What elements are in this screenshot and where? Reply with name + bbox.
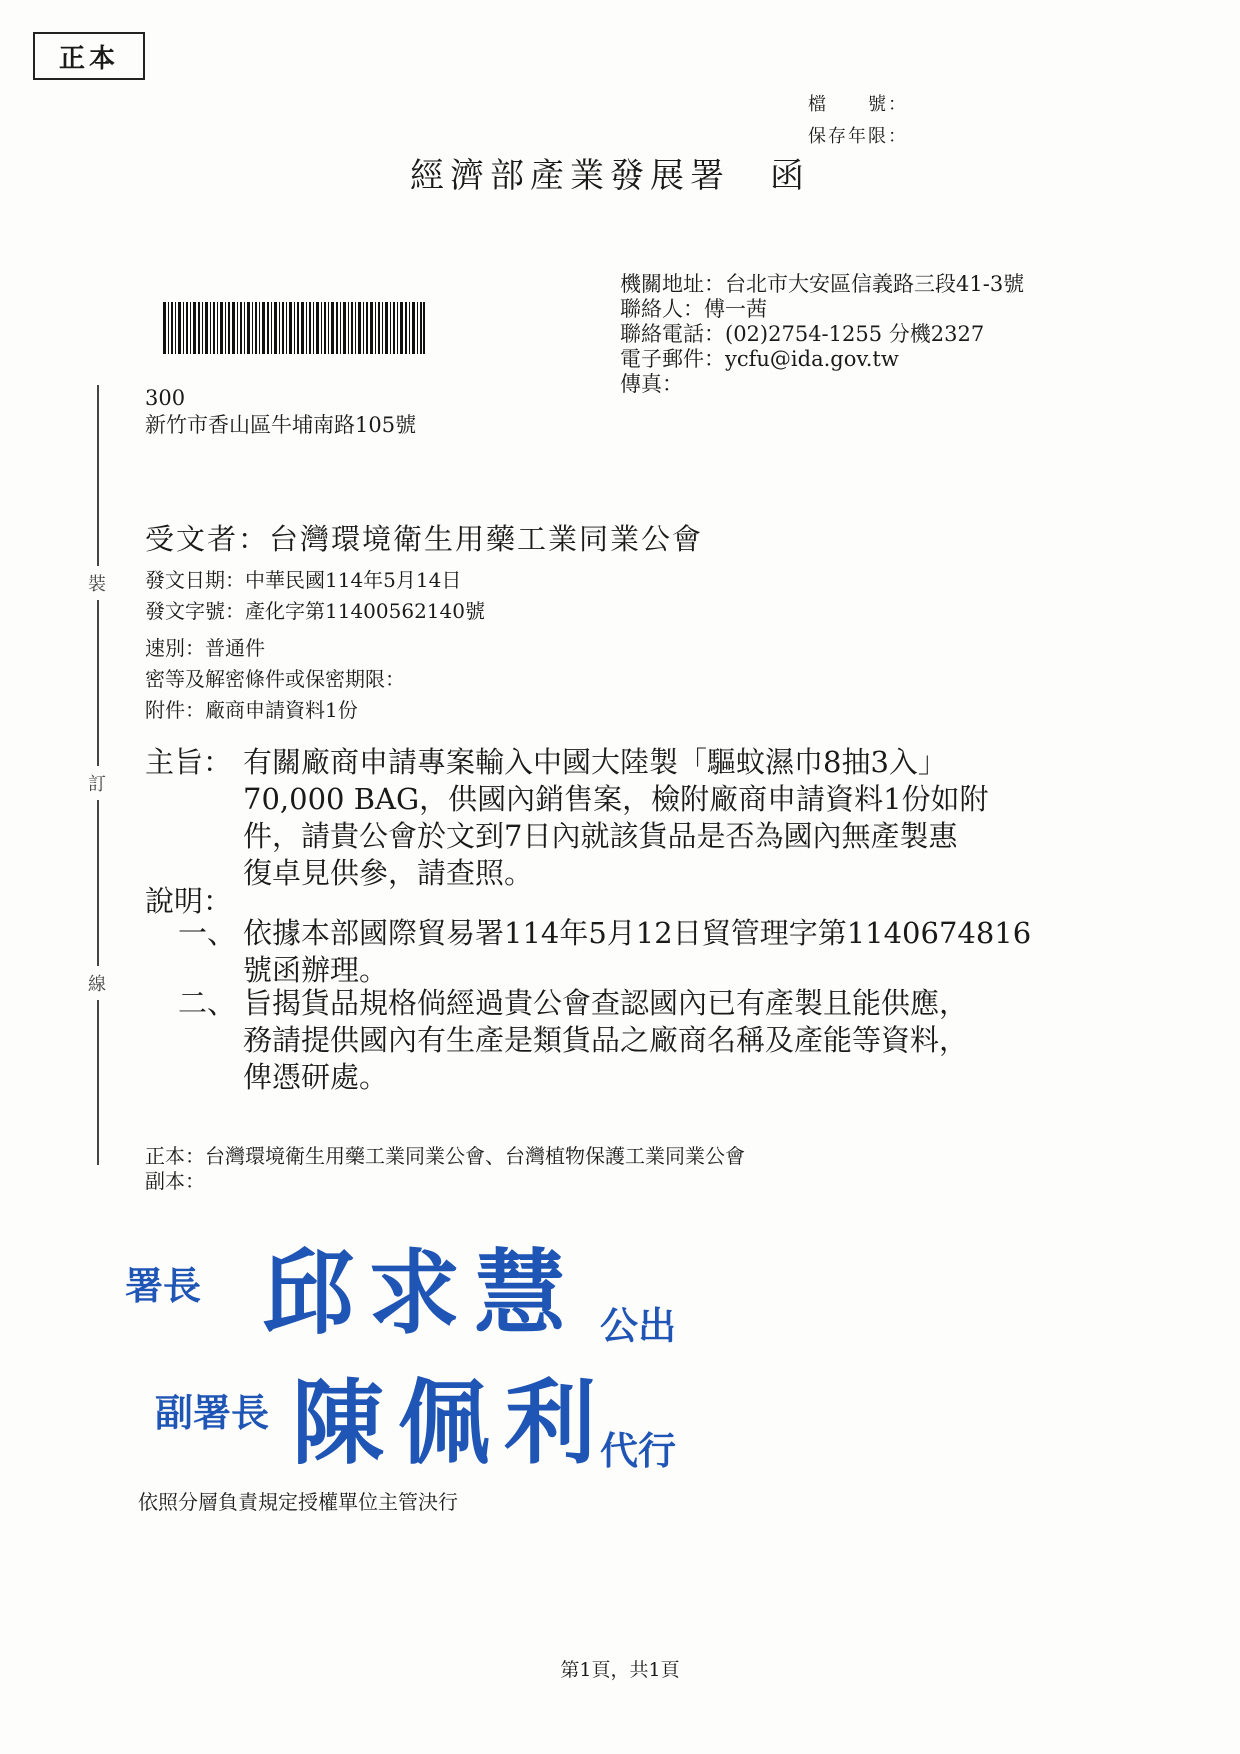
deputy-title-stamp: 副署長 (155, 1390, 270, 1435)
delegation-note: 依照分層負責規定授權單位主管決行 (138, 1490, 458, 1514)
deputy-status-stamp: 代行 (600, 1428, 677, 1473)
file-number-label: 檔 號： (808, 94, 908, 115)
explanation-line: 號函辦理。 (243, 953, 389, 987)
contact-phone: 聯絡電話：(02)2754-1255 分機2327 (620, 322, 985, 346)
explanation-line: 旨揭貨品規格倘經過貴公會查認國內已有產製且能供應， (243, 986, 969, 1020)
page-number: 第1頁，共1頁 (560, 1659, 680, 1681)
issue-date: 發文日期：中華民國114年5月14日 (145, 568, 462, 592)
agency-address: 機關地址：台北市大安區信義路三段41-3號 (620, 272, 1025, 296)
subject-line: 件，請貴公會於文到7日內就該貨品是否為國內無產製惠 (243, 819, 958, 853)
document-title (410, 148, 810, 197)
explanation-line: 俾憑研處。 (243, 1060, 389, 1094)
recipient: 受文者：台灣環境衛生用藥工業同業公會 (145, 522, 704, 556)
agency-contact-block (620, 272, 1024, 397)
deputy-name-stamp: 陳佩利 (292, 1369, 611, 1477)
explanation-line: 依據本部國際貿易署114年5月12日貿管理字第1140674816 (243, 916, 1032, 950)
barcode-image (163, 302, 425, 354)
explanation-item-2 (243, 985, 968, 1096)
contact-email: 電子郵件：ycfu@ida.gov.tw (620, 347, 899, 371)
contact-fax: 傳真： (620, 372, 683, 396)
document-type: 函 (770, 156, 810, 196)
subject-label: 主旨： (145, 745, 233, 779)
retention-label: 保存年限： (808, 126, 908, 147)
binding-mark-xian: 線 (88, 966, 106, 1000)
director-status-stamp: 公出 (600, 1303, 677, 1348)
explanation-item-2-number: 二、 (178, 986, 237, 1020)
contact-person: 聯絡人：傅一茜 (620, 297, 767, 321)
mailing-address-block (145, 385, 416, 439)
attachment: 附件：廠商申請資料1份 (145, 698, 358, 722)
delivery-speed: 速別：普通件 (145, 636, 265, 660)
director-title-stamp: 署長 (125, 1263, 202, 1308)
secrecy-level: 密等及解密條件或保密期限： (145, 667, 405, 691)
document-number: 發文字號：產化字第11400562140號 (145, 599, 485, 623)
subject-line: 有關廠商申請專案輸入中國大陸製「驅蚊濕巾8抽3入」 (243, 745, 947, 779)
subject-line: 70,000 BAG，供國內銷售案，檢附廠商申請資料1份如附 (243, 782, 989, 816)
subject-line: 復卓見供參，請查照。 (243, 856, 534, 890)
mailing-address: 新竹市香山區牛埔南路105號 (145, 413, 417, 437)
postal-code: 300 (145, 386, 186, 410)
binding-mark-ding: 訂 (88, 766, 106, 800)
copy-label: 正本 (58, 43, 119, 74)
binding-mark-zhuang: 裝 (88, 566, 106, 600)
copy-recipients: 副本： (145, 1169, 205, 1193)
agency-name: 經濟部產業發展署 (410, 156, 730, 196)
subject-body (243, 744, 989, 892)
explanation-line: 務請提供國內有生產是類貨品之廠商名稱及產能等資料， (243, 1023, 969, 1057)
copy-label-box (33, 32, 145, 80)
explanation-item-1 (243, 915, 1031, 989)
explanation-item-1-number: 一、 (178, 916, 237, 950)
explanation-label: 說明： (145, 884, 233, 918)
director-name-stamp: 邱求慧 (262, 1239, 581, 1347)
original-recipients: 正本：台灣環境衛生用藥工業同業公會、台灣植物保護工業同業公會 (145, 1144, 745, 1168)
